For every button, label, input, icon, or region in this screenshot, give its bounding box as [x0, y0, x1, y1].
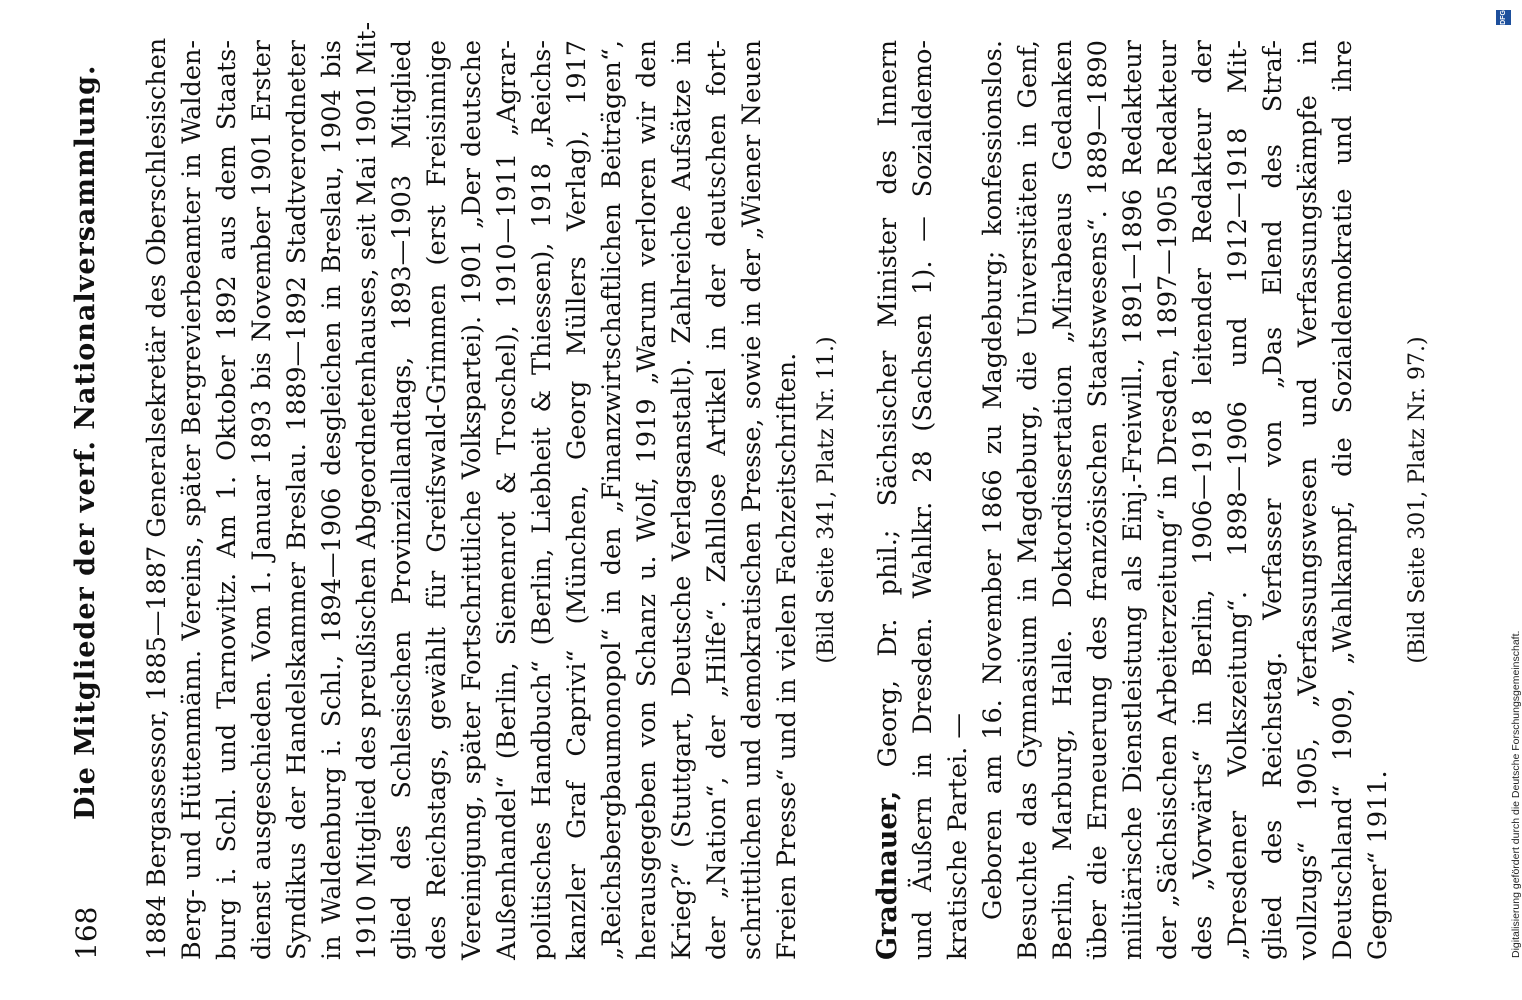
entry-1-line: Außenhandel“ (Berlin, Siemenrot & Troschel), 1910—1911 „Agrar-	[492, 40, 522, 960]
entry-1-text	[140, 21, 805, 960]
entry-1-line: 1884 Bergassessor, 1885—1887 Generalsekretär des Oberschlesischen	[142, 37, 172, 960]
entry-1-line: des Reichstags, gewählt für Greifswald-Grimmen (erst Freisinnige	[422, 40, 452, 960]
entry-2-line: des „Vorwärts“ in Berlin, 1906—1918 leitender Redakteur der	[1188, 40, 1218, 960]
rotated-page-content	[70, 21, 1440, 960]
funding-note	[1494, 28, 1522, 958]
entry-2-caption: (Bild Seite 301, Platz Nr. 97.)	[1405, 336, 1430, 664]
entry-2-line-text: Georg, Dr. phil.; Sächsischer Minister des Innern	[873, 40, 903, 791]
entry-2-text	[870, 40, 1396, 960]
member-name: Gradnauer,	[872, 790, 903, 960]
entry-2-line	[870, 40, 906, 960]
entry-1-line: schrittlichen und demokratischen Presse, sowie in der „Wiener Neuen	[737, 40, 767, 960]
entry-2-line: vollzugs“ 1905, „Verfassungswesen und Verfassungskämpfe in	[1293, 40, 1323, 960]
page-title: Die Mitglieder der verf. Nationalversammlung.	[70, 64, 101, 820]
entry-1-line: Berg- und Hüttenmänn. Vereins, später Bergrevierbeamter in Walden-	[177, 40, 207, 960]
entry-1-line: in Waldenburg i. Schl., 1894—1906 desgleichen in Breslau, 1904 bis	[317, 40, 347, 960]
entry-1-line: burg i. Schl. und Tarnowitz. Am 1. Oktober 1892 aus dem Staats-	[212, 40, 242, 960]
entry-1-line: der „Nation“, der „Hilfe“. Zahllose Artikel in der deutschen fort-	[702, 40, 732, 960]
entry-1-line: Freien Presse“ und in vielen Fachzeitschriften.	[772, 352, 802, 960]
entry-2-line: der „Sächsischen Arbeiterzeitung“ in Dresden, 1897—1905 Redakteur	[1153, 40, 1183, 960]
entry-1-line: Vereinigung, später Fortschrittliche Volkspartei). 1901 „Der deutsche	[457, 40, 487, 960]
biography-entry-2	[870, 40, 1435, 960]
entry-2-line: „Dresdener Volkszeitung“. 1898—1906 und 1912—1918 Mit-	[1223, 40, 1253, 960]
entry-2-line: glied des Reichstag. Verfasser von „Das Elend des Straf-	[1258, 40, 1288, 960]
entry-2-line: Besuchte das Gymnasium in Magdeburg, die Universitäten in Genf,	[1013, 40, 1043, 960]
running-header	[70, 40, 110, 960]
entry-2-line: Geboren am 16. November 1866 zu Magdeburg; konfessionslos.	[978, 40, 1008, 920]
entry-2-line: militärische Dienstleistung als Einj.-Freiwill., 1891—1896 Redakteur	[1118, 40, 1148, 960]
entry-2-line: kratische Partei. —	[943, 713, 973, 960]
entry-1-line: dienst ausgeschieden. Vom 1. Januar 1893 bis November 1901 Erster	[247, 40, 277, 960]
funding-note-text: Digitalisierung gefördert durch die Deutsche Forschungsgemeinschaft.	[1510, 630, 1522, 958]
dfg-logo: DFG	[1496, 10, 1511, 25]
entry-2-line: Deutschland“ 1909, „Wahlkampf, die Sozialdemokratie und ihre	[1328, 40, 1358, 960]
entry-1-line: „Reichsbergbaumonopol“ in den „Finanzwirtschaftlichen Beiträgen“,	[597, 40, 627, 960]
entry-1-line: Syndikus der Handelskammer Breslau. 1889—1892 Stadtverordneter	[282, 40, 312, 960]
entry-1-line: kanzler Graf Caprivi“ (München, Georg Müllers Verlag), 1917	[562, 40, 592, 960]
entry-2-line: Gegner“ 1911.	[1363, 770, 1393, 960]
entry-1-line: Krieg?“ (Stuttgart, Deutsche Verlagsanstalt). Zahlreiche Aufsätze in	[667, 40, 697, 960]
biography-entry-1	[140, 21, 844, 960]
page-number: 168	[70, 906, 103, 960]
entry-1-line: politisches Handbuch“ (Berlin, Liebheit & Thiessen), 1918 „Reichs-	[527, 40, 557, 960]
entry-2-line: und Äußern in Dresden. Wahlkr. 28 (Sachsen 1). — Sozialdemo-	[908, 40, 938, 960]
entry-2-line: Berlin, Marburg, Halle. Doktordissertation „Mirabeaus Gedanken	[1048, 40, 1078, 960]
entry-2-line: über die Erneuerung des französischen Staatswesens“. 1889—1890	[1083, 40, 1113, 960]
entry-1-line: 1910 Mitglied des preußischen Abgeordnetenhauses, seit Mai 1901 Mit-	[352, 21, 382, 960]
entry-1-line: glied des Schlesischen Provinziallandtags, 1893—1903 Mitglied	[387, 40, 417, 960]
entry-1-caption: (Bild Seite 341, Platz Nr. 11.)	[814, 336, 839, 664]
entry-1-line: herausgegeben von Schanz u. Wolf, 1919 „Warum verloren wir den	[632, 40, 662, 960]
